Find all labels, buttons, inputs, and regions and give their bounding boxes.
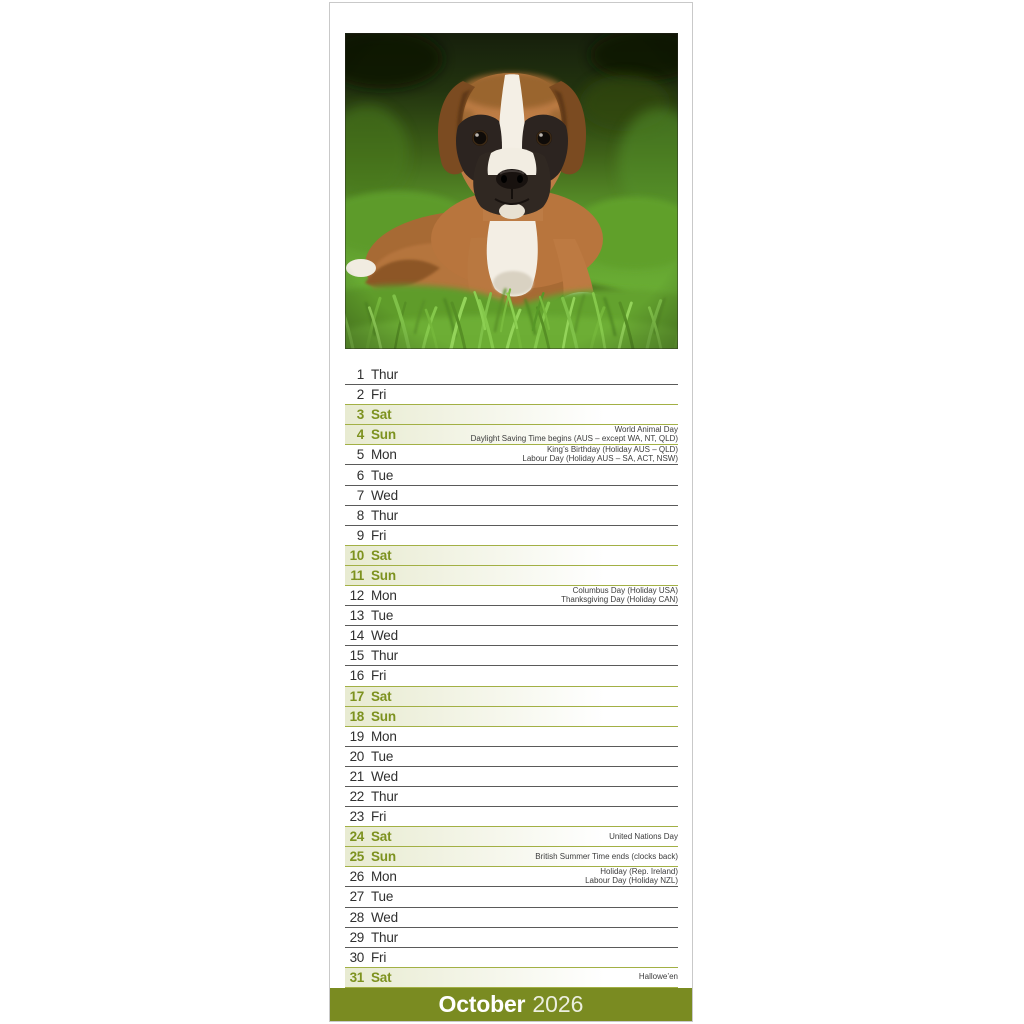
day-events: [398, 776, 678, 777]
event-label: Labour Day (Holiday NZL): [585, 876, 678, 886]
day-events: [397, 736, 678, 737]
day-number: 5: [356, 447, 364, 463]
day-name: Sat: [371, 407, 392, 423]
day-name: Thur: [371, 648, 398, 664]
day-events: [386, 957, 678, 958]
day-events: [398, 495, 678, 496]
day-name: Mon: [371, 869, 397, 885]
day-number: 1: [356, 367, 364, 383]
calendar-day-list: [345, 365, 678, 988]
day-events: [386, 535, 678, 536]
day-name: Mon: [371, 728, 397, 744]
calendar-page-card: [329, 2, 693, 1022]
calendar-day-row: [345, 887, 678, 907]
event-label: United Nations Day: [609, 831, 678, 841]
event-label: Daylight Saving Time begins (AUS – except WA, NT, QLD): [470, 434, 678, 444]
day-number: 3: [356, 407, 364, 423]
calendar-day-row: [345, 847, 678, 867]
calendar-day-row: [345, 787, 678, 807]
day-events: [393, 756, 678, 757]
day-name: Wed: [371, 768, 398, 784]
day-name: Fri: [371, 949, 387, 965]
day-name: Fri: [371, 668, 387, 684]
day-number: 7: [356, 487, 364, 503]
calendar-day-row: [345, 727, 678, 747]
day-events: [391, 972, 678, 982]
day-number: 11: [350, 567, 364, 583]
day-number: 27: [349, 889, 364, 905]
day-events: [393, 475, 678, 476]
day-number: 8: [356, 507, 364, 523]
day-number: 6: [356, 467, 364, 483]
day-number: 16: [349, 668, 364, 684]
calendar-day-row: [345, 425, 678, 445]
day-name: Tue: [371, 889, 394, 905]
event-label: Hallowe’en: [638, 972, 678, 982]
calendar-day-row: [345, 626, 678, 646]
event-label: Columbus Day (Holiday USA): [572, 585, 678, 595]
day-events: [391, 555, 678, 556]
day-number: 2: [356, 387, 364, 403]
calendar-day-row: [345, 666, 678, 686]
day-name: Sun: [371, 849, 396, 865]
calendar-day-row: [345, 586, 678, 606]
day-name: Thur: [371, 929, 398, 945]
day-number: 18: [349, 708, 364, 724]
day-events: [393, 615, 678, 616]
day-name: Tue: [371, 608, 394, 624]
calendar-day-row: [345, 385, 678, 405]
day-name: Sat: [371, 829, 392, 845]
day-number: 22: [349, 789, 364, 805]
day-name: Sat: [371, 688, 392, 704]
day-number: 31: [349, 969, 364, 985]
day-name: Thur: [371, 367, 398, 383]
day-number: 21: [349, 768, 364, 784]
day-number: 25: [349, 849, 364, 865]
calendar-day-row: [345, 526, 678, 546]
day-name: Thur: [371, 507, 398, 523]
event-label: King’s Birthday (Holiday AUS – QLD): [546, 445, 678, 455]
day-name: Sun: [371, 567, 396, 583]
day-name: Sat: [371, 547, 392, 563]
day-events: [398, 374, 678, 375]
day-name: Sun: [371, 708, 396, 724]
calendar-day-row: [345, 827, 678, 847]
day-name: Thur: [371, 789, 398, 805]
calendar-day-row: [345, 365, 678, 385]
boxer-puppy-photo: [345, 33, 678, 349]
calendar-day-row: [345, 908, 678, 928]
day-number: 9: [356, 527, 364, 543]
day-number: 14: [349, 628, 364, 644]
calendar-day-row: [345, 707, 678, 727]
day-events: [398, 796, 678, 797]
day-name: Wed: [371, 909, 398, 925]
day-name: Fri: [371, 809, 387, 825]
day-number: 4: [356, 427, 364, 443]
day-events: [393, 896, 678, 897]
day-number: 26: [349, 869, 364, 885]
day-name: Wed: [371, 628, 398, 644]
month-label: October: [438, 991, 526, 1017]
calendar-day-row: [345, 566, 678, 586]
calendar-day-row: [345, 807, 678, 827]
day-events: [396, 852, 678, 862]
day-number: 29: [349, 929, 364, 945]
day-events: [397, 445, 678, 465]
day-name: Tue: [371, 748, 394, 764]
calendar-day-row: [345, 687, 678, 707]
day-number: 30: [349, 949, 364, 965]
calendar-day-row: [345, 445, 678, 465]
day-name: Sat: [371, 969, 392, 985]
calendar-day-row: [345, 928, 678, 948]
day-number: 24: [349, 829, 364, 845]
day-name: Wed: [371, 487, 398, 503]
calendar-day-row: [345, 646, 678, 666]
day-events: [398, 655, 678, 656]
month-year-bar: [330, 988, 692, 1021]
calendar-day-row: [345, 968, 678, 988]
calendar-day-row: [345, 506, 678, 526]
day-events: [386, 394, 678, 395]
day-events: [397, 586, 678, 606]
calendar-day-row: [345, 767, 678, 787]
day-events: [397, 867, 678, 887]
day-events: [398, 917, 678, 918]
event-label: World Animal Day: [614, 425, 678, 435]
day-events: [398, 635, 678, 636]
calendar-day-row: [345, 606, 678, 626]
day-events: [391, 414, 678, 415]
day-name: Mon: [371, 447, 397, 463]
day-events: [391, 832, 678, 842]
year-label: 2026: [532, 991, 584, 1017]
calendar-day-row: [345, 747, 678, 767]
day-name: Fri: [371, 527, 387, 543]
calendar-day-row: [345, 867, 678, 887]
event-label: British Summer Time ends (clocks back): [535, 851, 678, 861]
calendar-day-row: [345, 465, 678, 485]
calendar-day-row: [345, 405, 678, 425]
day-number: 15: [349, 648, 364, 664]
calendar-day-row: [345, 948, 678, 968]
day-number: 19: [349, 728, 364, 744]
day-name: Tue: [371, 467, 394, 483]
day-events: [391, 696, 678, 697]
day-events: [398, 515, 678, 516]
day-number: 17: [349, 688, 364, 704]
day-number: 23: [349, 809, 364, 825]
day-events: [386, 816, 678, 817]
event-label: Holiday (Rep. Ireland): [600, 867, 678, 877]
day-events: [396, 716, 678, 717]
day-number: 28: [349, 909, 364, 925]
event-label: Thanksgiving Day (Holiday CAN): [561, 595, 678, 605]
event-label: Labour Day (Holiday AUS – SA, ACT, NSW): [522, 454, 678, 464]
day-number: 12: [349, 588, 364, 604]
day-events: [396, 575, 678, 576]
puppy-illustration: [345, 33, 678, 349]
day-name: Fri: [371, 387, 387, 403]
day-events: [398, 937, 678, 938]
day-number: 13: [349, 608, 364, 624]
calendar-day-row: [345, 486, 678, 506]
day-events: [386, 675, 678, 676]
day-number: 20: [349, 748, 364, 764]
day-name: Sun: [371, 427, 396, 443]
day-number: 10: [349, 547, 364, 563]
day-name: Mon: [371, 588, 397, 604]
day-events: [396, 425, 678, 445]
calendar-day-row: [345, 546, 678, 566]
